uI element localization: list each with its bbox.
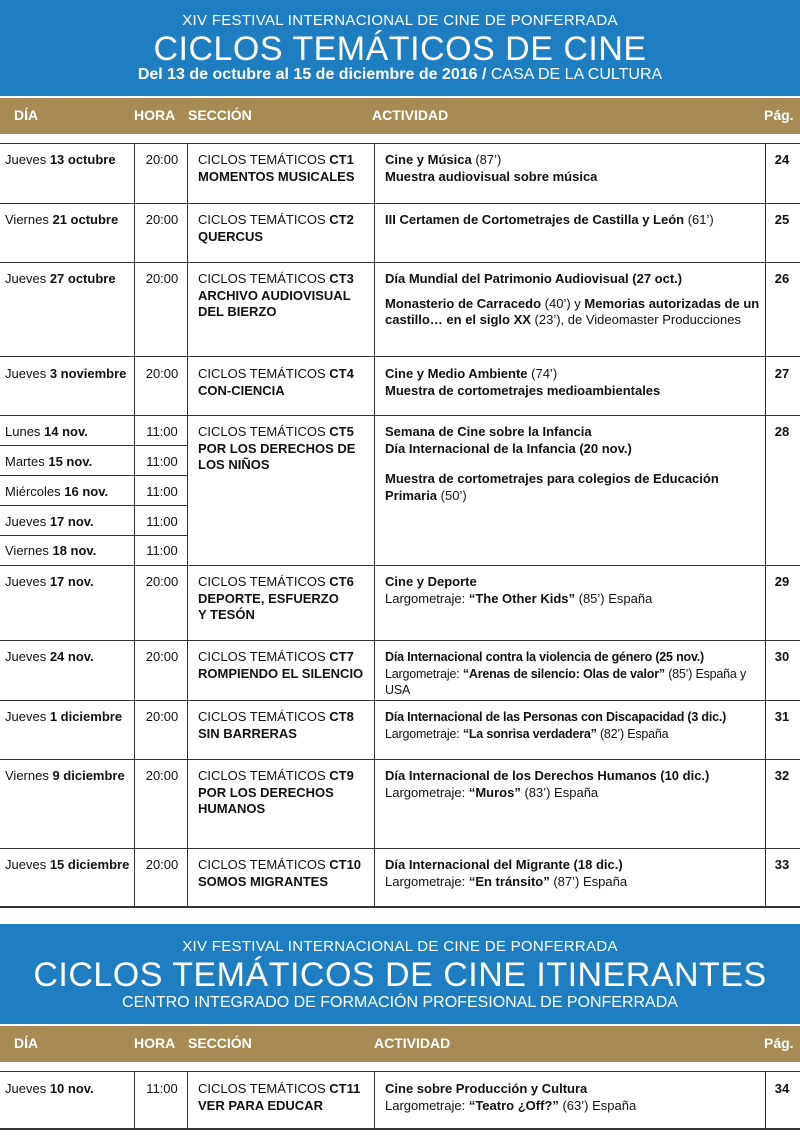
row-day: Lunes 14 nov. [5, 424, 88, 439]
row-page: 33 [774, 857, 790, 872]
row-day: Jueves 24 nov. [5, 649, 94, 664]
dates-text: Del 13 de octubre al 15 de diciembre de 2016 / [137, 66, 487, 83]
row-hora: 11:00 [146, 484, 178, 499]
row-hora: 20:00 [145, 574, 179, 589]
row-day: Jueves 17 nov. [5, 574, 94, 589]
row-day: Jueves 13 octubre [5, 152, 116, 167]
row-hora: 20:00 [145, 709, 179, 724]
row-section: CICLOS TEMÁTICOS CT10 SOMOS MIGRANTES [198, 857, 362, 889]
row-activity: Día Internacional de las Personas con Discapacidad (3 dic.) Largometraje: “La sonrisa verdadera” (82’) España [385, 710, 727, 741]
row-page: 30 [774, 649, 790, 664]
row-page: 34 [774, 1081, 790, 1096]
row-day: Jueves 27 octubre [5, 271, 116, 286]
row-day: Jueves 3 noviembre [5, 366, 127, 381]
row-page: 25 [774, 212, 790, 227]
row-section: CICLOS TEMÁTICOS CT11 VER PARA EDUCAR [198, 1081, 361, 1113]
row-hora: 20:00 [145, 212, 179, 227]
row-day: Jueves 17 nov. [5, 514, 94, 529]
row-activity: Semana de Cine sobre la Infancia Día Internacional de la Infancia (20 nov.) Muestra de cortometrajes para colegios de Educación Primaria (50’) [385, 424, 719, 503]
venue-text: CASA DE LA CULTURA [486, 66, 663, 83]
header-seccion: SECCIÓN [188, 107, 252, 123]
header-dia: DÍA [14, 1035, 39, 1051]
row-hora: 11:00 [146, 454, 178, 469]
row-page: 29 [774, 574, 790, 589]
row-hora: 20:00 [145, 649, 179, 664]
row-hora: 11:00 [146, 514, 178, 529]
program-venue: CENTRO INTEGRADO DE FORMACIÓN PROFESIONAL DE PONFERRADA [122, 994, 678, 1011]
row-activity: Cine y Música (87’) Muestra audiovisual sobre música [385, 152, 598, 184]
row-hora: 20:00 [145, 768, 179, 783]
row-section: CICLOS TEMÁTICOS CT8 SIN BARRERAS [198, 709, 354, 741]
header-hora: HORA [134, 107, 176, 123]
row-day: Viernes 18 nov. [5, 543, 97, 558]
header-pag: Pág. [764, 1035, 794, 1051]
program-title: CICLOS TEMÁTICOS DE CINE [153, 30, 647, 68]
row-section: CICLOS TEMÁTICOS CT5 POR LOS DERECHOS DE LOS NIÑOS [198, 424, 356, 472]
row-hora: 20:00 [145, 857, 179, 872]
row-hora: 20:00 [145, 366, 179, 381]
row-activity: Día Internacional del Migrante (18 dic.) Largometraje: “En tránsito” (87’) España [385, 857, 628, 889]
itinerant-banner [0, 924, 800, 1024]
row-section: CICLOS TEMÁTICOS CT6 DEPORTE, ESFUERZO Y TESÓN [198, 574, 354, 622]
festival-title: XIV FESTIVAL INTERNACIONAL DE CINE DE PONFERRADA [182, 938, 618, 955]
table-header [0, 1026, 800, 1062]
row-activity: Cine y Deporte Largometraje: “The Other Kids” (85’) España [385, 574, 653, 606]
row-section: CICLOS TEMÁTICOS CT1 MOMENTOS MUSICALES [198, 152, 355, 184]
festival-title: XIV FESTIVAL INTERNACIONAL DE CINE DE PONFERRADA [182, 12, 618, 29]
row-day: Jueves 10 nov. [5, 1081, 94, 1096]
row-section: CICLOS TEMÁTICOS CT7 ROMPIENDO EL SILENCIO [198, 649, 364, 681]
header-actividad: ACTIVIDAD [374, 1035, 451, 1051]
row-activity: Cine sobre Producción y Cultura Largometraje: “Teatro ¿Off?” (63’) España [385, 1081, 637, 1113]
row-hora: 11:00 [146, 1081, 178, 1096]
header-seccion: SECCIÓN [188, 1035, 252, 1051]
row-page: 24 [774, 152, 790, 167]
row-page: 32 [774, 768, 790, 783]
header-dia: DÍA [14, 107, 39, 123]
row-section: CICLOS TEMÁTICOS CT3 ARCHIVO AUDIOVISUAL DEL BIERZO [198, 271, 354, 319]
header-actividad: ACTIVIDAD [372, 107, 449, 123]
row-hora: 11:00 [146, 543, 178, 558]
row-activity: Día Mundial del Patrimonio Audiovisual (27 oct.) Monasterio de Carracedo (40’) y Memorias autorizadas de un castillo… en el siglo XX (23’), de Videomaster Producciones [385, 271, 760, 327]
row-activity: Día Internacional contra la violencia de género (25 nov.) Largometraje: “Arenas de silencio: Olas de valor” (85’) España y USA [385, 650, 746, 697]
row-page: 26 [774, 271, 790, 286]
row-section: CICLOS TEMÁTICOS CT2 QUERCUS [198, 212, 354, 244]
row-day: Martes 15 nov. [5, 454, 93, 469]
row-page: 28 [774, 424, 790, 439]
row-activity: Día Internacional de los Derechos Humanos (10 dic.) Largometraje: “Muros” (83’) España [385, 768, 710, 800]
table-header [0, 98, 800, 134]
row-activity: Cine y Medio Ambiente (74’) Muestra de cortometrajes medioambientales [385, 366, 661, 398]
header-hora: HORA [134, 1035, 176, 1051]
row-section: CICLOS TEMÁTICOS CT9 POR LOS DERECHOS HUMANOS [198, 768, 354, 816]
row-day: Jueves 15 diciembre [5, 857, 130, 872]
row-hora: 11:00 [146, 424, 178, 439]
row-hora: 20:00 [145, 271, 179, 286]
row-day: Miércoles 16 nov. [5, 484, 109, 499]
program-dates [0, 66, 800, 84]
row-page: 31 [774, 709, 790, 724]
row-page: 27 [774, 366, 790, 381]
row-section: CICLOS TEMÁTICOS CT4 CON-CIENCIA [198, 366, 354, 398]
row-activity: III Certamen de Cortometrajes de Castilla y León (61’) [385, 212, 714, 227]
row-hora: 20:00 [145, 152, 179, 167]
header-pag: Pág. [764, 107, 794, 123]
row-day: Viernes 21 octubre [5, 212, 119, 227]
top-banner [0, 0, 800, 96]
row-day: Jueves 1 diciembre [5, 709, 123, 724]
row-day: Viernes 9 diciembre [5, 768, 125, 783]
program-title: CICLOS TEMÁTICOS DE CINE ITINERANTES [33, 956, 767, 994]
